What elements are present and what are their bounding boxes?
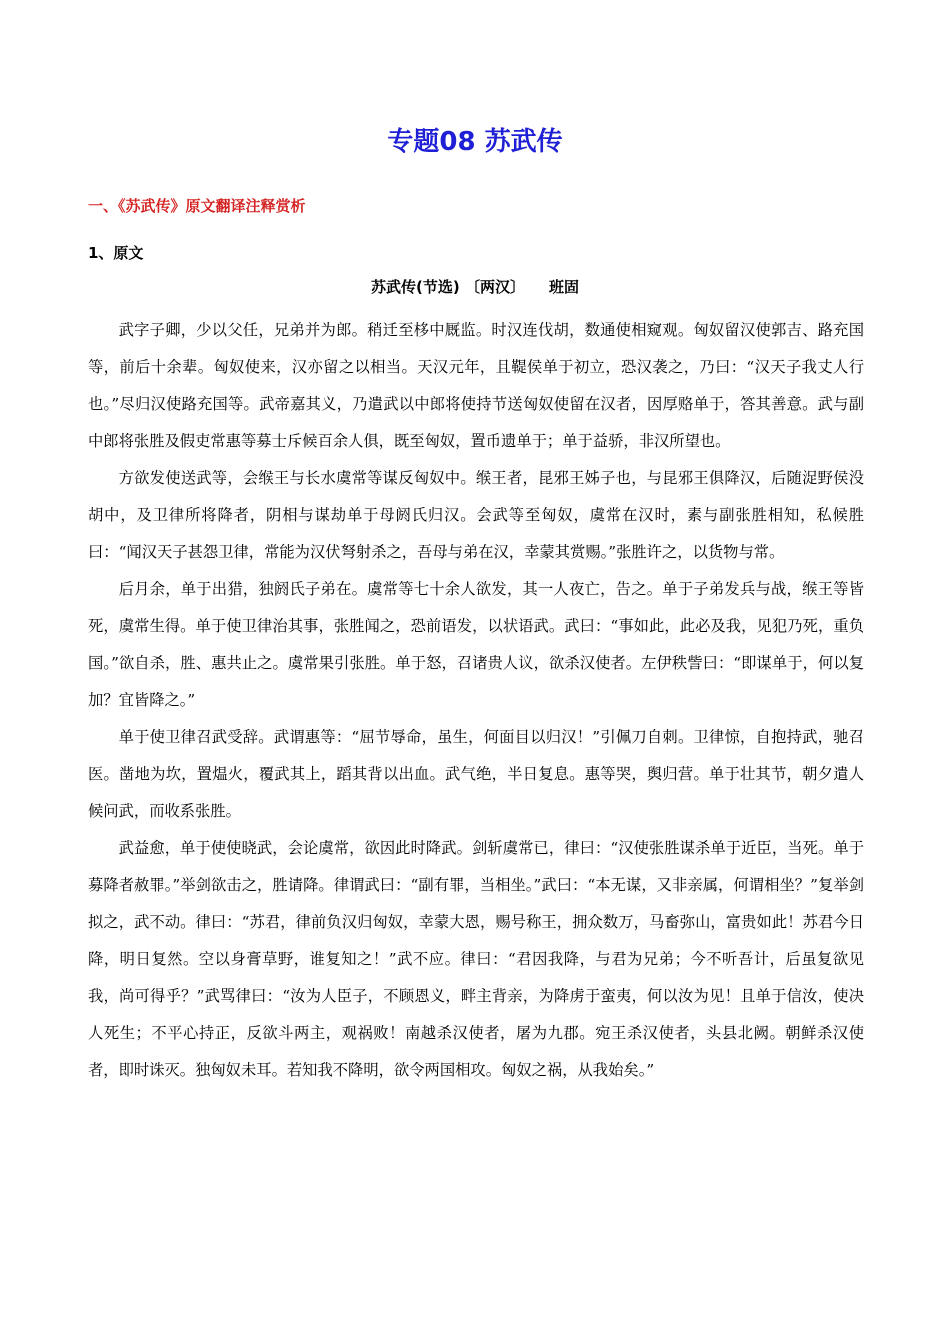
paragraph: 武益愈，单于使使晓武，会论虞常，欲因此时降武。剑斩虞常已，律曰：“汉使张胜谋杀单于近臣，当死。单于募降者赦罪。”举剑欲击之，胜请降。律谓武曰：“副有罪，当相坐。”武曰：“本无谋，又非亲属，何谓相坐？”复举剑拟之，武不动。律曰：“苏君，律前负汉归匈奴，幸蒙大恩，赐号称王，拥众数万，马畜弥山，富贵如此！苏君今日降，明日复然。空以身膏草野，谁复知之！”武不应。律曰：“君因我降，与君为兄弟；今不听吾计，后虽复欲见我，尚可得乎？”武骂律曰：“汝为人臣子，不顾恩义，畔主背亲，为降虏于蛮夷，何以汝为见！且单于信汝，使决人死生；不平心持正，反欲斗两主，观祸败！南越杀汉使者，屠为九郡。宛王杀汉使者，头县北阙。朝鲜杀汉使者，即时诛灭。独匈奴未耳。若知我不降明，欲令两国相攻。匈奴之祸，从我始矣。” bbox=[88, 839, 864, 1079]
section-heading: 一、《苏武传》原文翻译注释赏析 bbox=[88, 197, 306, 215]
paragraph: 后月余，单于出猎，独阏氏子弟在。虞常等七十余人欲发，其一人夜亡，告之。单于子弟发兵与战，缑王等皆死，虞常生得。单于使卫律治其事，张胜闻之，恐前语发，以状语武。武曰：“事如此，此必及我，见犯乃死，重负国。”欲自杀，胜、惠共止之。虞常果引张胜。单于怒，召诸贵人议，欲杀汉使者。左伊秩訾曰：“即谋单于，何以复加？宜皆降之。” bbox=[88, 580, 864, 709]
body-text bbox=[88, 312, 864, 1089]
paragraph: 方欲发使送武等，会缑王与长水虞常等谋反匈奴中。缑王者，昆邪王姊子也，与昆邪王俱降汉，后随浞野侯没胡中，及卫律所将降者，阴相与谋劫单于母阏氏归汉。会武等至匈奴，虞常在汉时，素与副张胜相知，私候胜曰：“闻汉天子甚怨卫律，常能为汉伏弩射杀之，吾母与弟在汉，幸蒙其赏赐。”张胜许之，以货物与常。 bbox=[88, 469, 864, 561]
page-title: 专题08 苏武传 bbox=[387, 127, 563, 157]
text-title-line bbox=[0, 274, 950, 300]
paragraph: 单于使卫律召武受辞。武谓惠等：“屈节辱命，虽生，何面目以归汉！”引佩刀自刺。卫律惊，自抱持武，驰召医。凿地为坎，置煴火，覆武其上，蹈其背以出血。武气绝，半日复息。惠等哭，舆归营。单于壮其节，朝夕遣人候问武，而收系张胜。 bbox=[88, 728, 864, 820]
text-title: 苏武传(节选) 〔两汉〕 bbox=[371, 278, 525, 296]
sub-heading-original-text: 1、原文 bbox=[88, 244, 144, 262]
text-author: 班固 bbox=[548, 278, 579, 296]
paragraph: 武字子卿，少以父任，兄弟并为郎。稍迁至栘中厩监。时汉连伐胡，数通使相窥观。匈奴留汉使郭吉、路充国等，前后十余辈。匈奴使来，汉亦留之以相当。天汉元年，且鞮侯单于初立，恐汉袭之，乃曰：“汉天子我丈人行也。”尽归汉使路充国等。武帝嘉其义，乃遣武以中郎将使持节送匈奴使留在汉者，因厚赂单于，答其善意。武与副中郎将张胜及假吏常惠等募士斥候百余人俱，既至匈奴，置币遗单于；单于益骄，非汉所望也。 bbox=[88, 321, 864, 450]
